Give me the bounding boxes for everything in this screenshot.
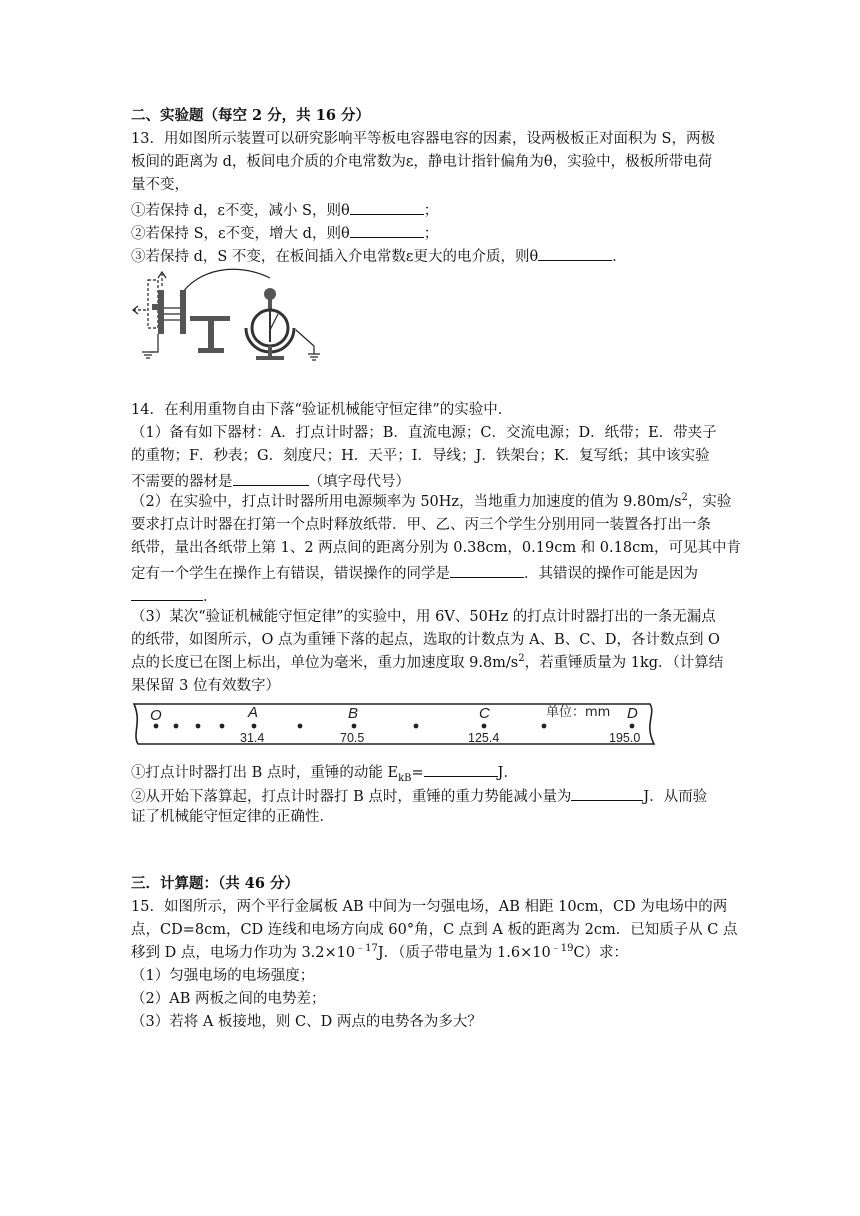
- tape-dot: [352, 724, 357, 729]
- tape-value-b: 70.5: [340, 731, 365, 745]
- q14-sub-2-line-2: 证了机械能守恒定律的正确性．: [131, 809, 334, 825]
- section-2-title: 二、实验题（每空 2 分，共 16 分）: [131, 107, 370, 124]
- q13-item-1-text: ①若保持 d，ε不变，减小 S，则θ: [131, 203, 350, 219]
- q14-part3-text-end: ，若重锤质量为 1kg．（计算结: [524, 655, 724, 671]
- q15-line-3: [131, 943, 628, 963]
- q13-item-3: [131, 244, 627, 267]
- tape-label-c: C: [479, 705, 490, 722]
- superscript: 2: [518, 653, 525, 665]
- q13-line-2: 板间的距离为 d，板间电介质的介电常数为ε，静电计指针偏角为θ，实验中，极板所带电荷: [131, 154, 713, 170]
- q14-sub-1: [131, 760, 518, 783]
- tape-label-b: B: [348, 705, 359, 722]
- tape-dot: [154, 724, 159, 729]
- tape-dot: [298, 724, 303, 729]
- stand-post: [208, 316, 214, 350]
- q14-title: 14．在利用重物自由下落“验证机械能守恒定律”的实验中．: [131, 402, 513, 418]
- answer-blank[interactable]: [131, 584, 203, 601]
- answer-blank[interactable]: [538, 244, 612, 261]
- tape-dot: [196, 724, 201, 729]
- q13-line-3: 量不变，: [131, 177, 189, 193]
- tape-dot: [482, 724, 487, 729]
- q14-part3-line-4: 果保留 3 位有效数字）: [131, 678, 280, 694]
- q14-part1-hint: （填字母代号）: [308, 474, 410, 490]
- q14-part2-line-1: [131, 492, 731, 512]
- tape-dot: [252, 724, 257, 729]
- q13-item-2-text: ②若保持 S，ε不变，增大 d，则θ: [131, 226, 350, 242]
- tape-value-d: 195.0: [609, 731, 641, 745]
- answer-blank[interactable]: [424, 760, 498, 777]
- answer-blank[interactable]: [571, 784, 643, 801]
- q13-line-1: 13．用如图所示装置可以研究影响平等板电容器电容的因素，设两极板正对面积为 S，两极: [131, 131, 715, 147]
- tape-dot: [174, 724, 179, 729]
- tape-dot: [630, 724, 635, 729]
- subscript: kB: [398, 772, 412, 784]
- q15-line-3-text-end: C）求：: [573, 945, 629, 961]
- q15-item-1: （1）匀强电场的电场强度；: [131, 968, 315, 984]
- q14-part2-period: ．: [203, 589, 218, 605]
- tape-value-c: 125.4: [468, 731, 500, 745]
- q15-line-1: 15．如图所示，两个平行金属板 AB 中间为一匀强电场，AB 相距 10cm，CD 为电场中的两: [131, 899, 728, 915]
- q14-part3-text: 点的长度已在图上标出，单位为毫米，重力加速度取 9.8m/s: [131, 655, 519, 671]
- q14-part2-text-end: ，实验: [687, 494, 732, 510]
- q14-part3-line-3: [131, 653, 723, 673]
- electrometer-base: [256, 356, 284, 360]
- q14-part2-text: （2）在实验中，打点计时器所用电源频率为 50Hz，当地重力加速度的值为 9.80m/s: [131, 494, 682, 510]
- q14-part2-line-4: [131, 561, 698, 584]
- q13-item-2-end: ；: [423, 226, 439, 242]
- right-plate: [180, 290, 186, 334]
- connecting-wire: [180, 269, 270, 296]
- electrometer-needle: [270, 314, 278, 330]
- answer-blank[interactable]: [350, 221, 424, 238]
- superscript: ﹣19: [550, 943, 574, 955]
- q13-item-1-end: ；: [423, 203, 439, 219]
- q14-sub-1-unit: J．: [497, 765, 518, 781]
- q15-item-3: （3）若将 A 板接地，则 C、D 两点的电势各为多大？: [131, 1014, 482, 1030]
- q13-item-3-text: ③若保持 d，S 不变，在板间插入介电常数ε更大的电介质，则θ: [131, 249, 539, 265]
- tape-label-d: D: [627, 705, 638, 722]
- q13-item-3-end: ．: [612, 249, 627, 265]
- superscript: 2: [681, 492, 688, 504]
- q14-part3-line-2: 的纸带，如图所示，O 点为重锤下落的起点，选取的计数点为 A、B、C、D，各计数点到 O: [131, 632, 720, 648]
- superscript: ﹣17: [355, 943, 378, 955]
- q14-part1-line-2: 的重物；F．秒表；G．刻度尺；H．天平；I．导线；J．铁架台；K．复写纸；其中该实验: [131, 448, 710, 464]
- q13-item-1: [131, 198, 438, 221]
- q14-sub-1-equals: =: [411, 765, 424, 781]
- q14-part1-line-1: （1）备有如下器材：A．打点计时器；B．直流电源；C．交流电源；D．纸带；E．带夹子: [131, 425, 717, 441]
- answer-blank[interactable]: [450, 561, 524, 578]
- tape-label-a: A: [248, 704, 259, 721]
- q14-sub-2: [131, 784, 707, 807]
- left-ground-wire: [150, 334, 158, 352]
- answer-blank[interactable]: [350, 198, 424, 215]
- q14-part3-line-1: （3）某次“验证机械能守恒定律”的实验中，用 6V、50Hz 的打点计时器打出的一条无漏点: [131, 609, 716, 625]
- capacitor-electrometer-figure: [128, 268, 328, 372]
- paper-tape-figure: [128, 700, 660, 748]
- q14-part2-line-5: [131, 584, 218, 607]
- left-plate: [158, 290, 164, 334]
- q14-part2-text: 定有一个学生在操作上有错误，错误操作的同学是: [131, 566, 450, 582]
- q15-line-3-text: 移到 D 点，电场力作功为 3.2×10: [131, 945, 356, 961]
- tape-value-a: 31.4: [240, 731, 265, 745]
- tape-dot: [414, 724, 419, 729]
- q14-part2-line-2: 要求打点计时器在打第一个点时释放纸带．甲、乙、丙三个学生分别用同一装置各打出一条: [131, 517, 711, 533]
- stand-base: [198, 348, 224, 353]
- q14-part1-text: 不需要的器材是: [131, 474, 233, 490]
- q14-sub-2-end: J．从而验: [643, 789, 708, 805]
- q15-item-2: （2）AB 两板之间的电势差；: [131, 991, 326, 1007]
- q13-item-2: [131, 221, 438, 244]
- tape-unit-label: 单位：mm: [546, 705, 611, 720]
- q15-line-3-text-mid: J．（质子带电量为 1.6×10: [377, 945, 551, 961]
- q14-part2-line-3: 纸带，量出各纸带上第 1、2 两点间的距离分别为 0.38cm，0.19cm 和 0.18cm，可见其中肯: [131, 540, 741, 556]
- tape-dot: [220, 724, 225, 729]
- q15-line-2: 点，CD=8cm，CD 连线和电场方向成 60°角，C 点到 A 板的距离为 2cm．已知质子从 C 点: [131, 922, 738, 938]
- tape-label-o: O: [150, 707, 162, 724]
- section-3-title: 三．计算题：（共 46 分）: [131, 875, 300, 892]
- q14-sub-2-text: ②从开始下落算起，打点计时器打 B 点时，重锤的重力势能减小量为: [131, 789, 572, 805]
- tape-dot: [542, 724, 547, 729]
- answer-blank[interactable]: [233, 469, 309, 486]
- q14-sub-1-text: ①打点计时器打出 B 点时，重锤的动能 E: [131, 765, 399, 781]
- right-ground-wire: [296, 330, 314, 354]
- q14-part1-line-3: [131, 469, 410, 492]
- q14-part2-text-end: ．其错误的操作可能是因为: [524, 566, 698, 582]
